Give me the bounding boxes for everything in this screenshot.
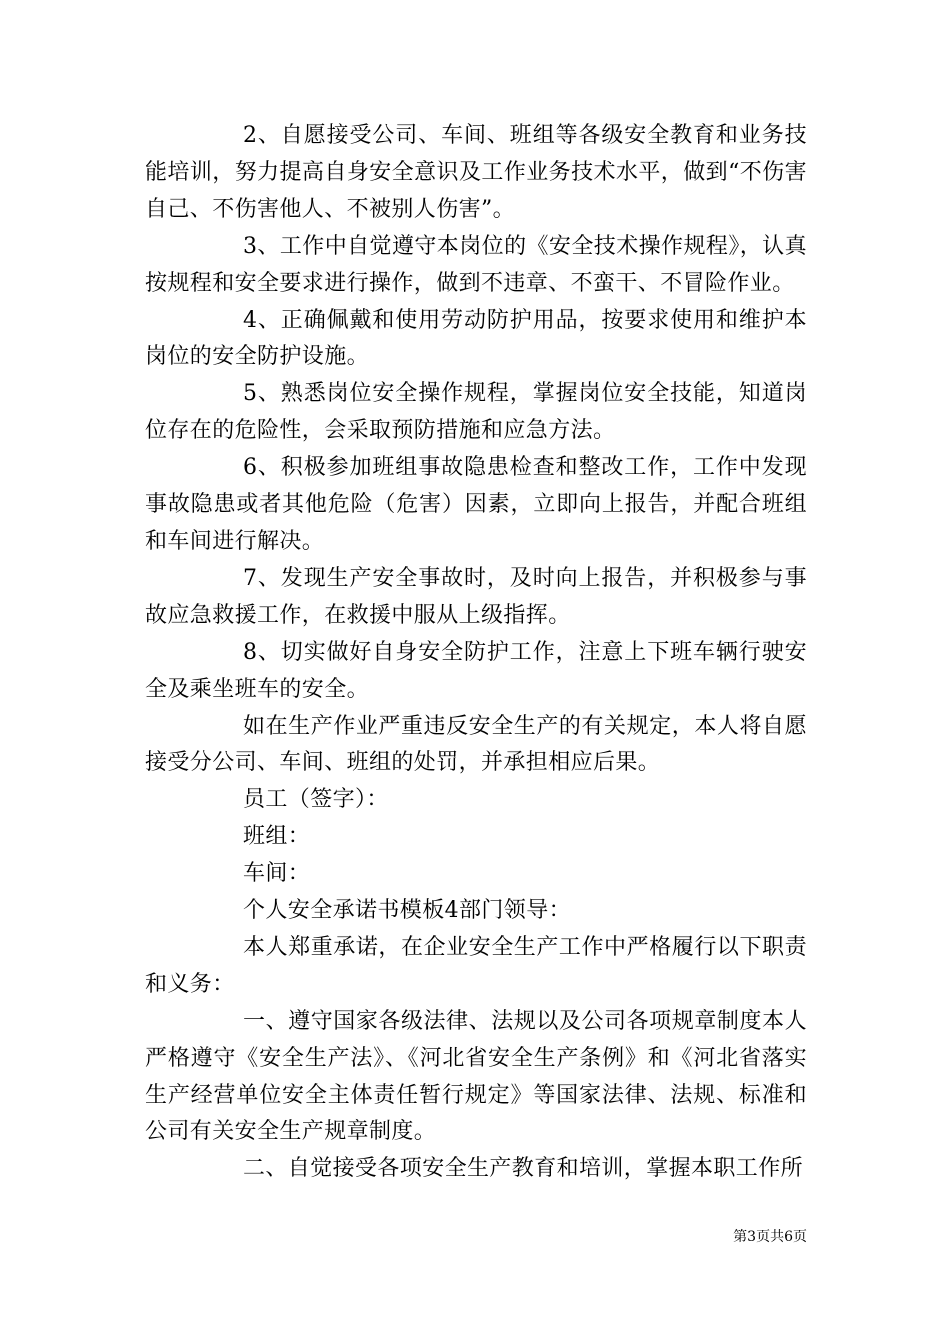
paragraph-item-2: 2、自愿接受公司、车间、班组等各级安全教育和业务技能培训，努力提高自身安全意识及工作业务技术水平，做到“不伤害自己、不伤害他人、不被别人伤害”。 <box>145 123 807 222</box>
template-heading-line: 个人安全承诺书模板4部门领导： <box>243 898 571 924</box>
paragraph-item-7: 7、发现生产安全事故时，及时向上报告，并积极参与事故应急救援工作，在救援中服从上级指挥。 <box>145 565 807 628</box>
paragraph-item-one: 一、遵守国家各级法律、法规以及公司各项规章制度本人严格遵守《安全生产法》、《河北省安全生产条例》和《河北省落实生产经营单位安全主体责任暂行规定》等国家法律、法规、标准和公司有关安全生产规章制度。 <box>145 1008 807 1145</box>
paragraph-commitment-intro: 本人郑重承诺，在企业安全生产工作中严格履行以下职责和义务： <box>145 934 807 997</box>
paragraph-item-4: 4、正确佩戴和使用劳动防护用品，按要求使用和维护本岗位的安全防护设施。 <box>145 307 807 370</box>
paragraph-item-6: 6、积极参加班组事故隐患检查和整改工作，工作中发现事故隐患或者其他危险（危害）因素，立即向上报告，并配合班组和车间进行解决。 <box>145 455 807 554</box>
paragraph-item-5: 5、熟悉岗位安全操作规程，掌握岗位安全技能，知道岗位存在的危险性，会采取预防措施和应急方法。 <box>145 381 807 444</box>
paragraph-penalty-clause: 如在生产作业严重违反安全生产的有关规定，本人将自愿接受分公司、车间、班组的处罚，并承担相应后果。 <box>145 713 807 776</box>
paragraph-item-3: 3、工作中自觉遵守本岗位的《安全技术操作规程》，认真按规程和安全要求进行操作，做到不违章、不蛮干、不冒险作业。 <box>145 233 807 296</box>
paragraph-item-8: 8、切实做好自身安全防护工作，注意上下班车辆行驶安全及乘坐班车的安全。 <box>145 639 807 702</box>
paragraph-item-two: 二、自觉接受各项安全生产教育和培训，掌握本职工作所 <box>243 1156 804 1182</box>
document-body <box>145 118 807 1188</box>
signature-employee-line: 员工（签字）： <box>243 787 389 813</box>
page-number-footer: 第3页共6页 <box>733 1229 807 1245</box>
signature-team-line: 班组： <box>243 824 311 850</box>
signature-workshop-line: 车间： <box>243 861 311 887</box>
